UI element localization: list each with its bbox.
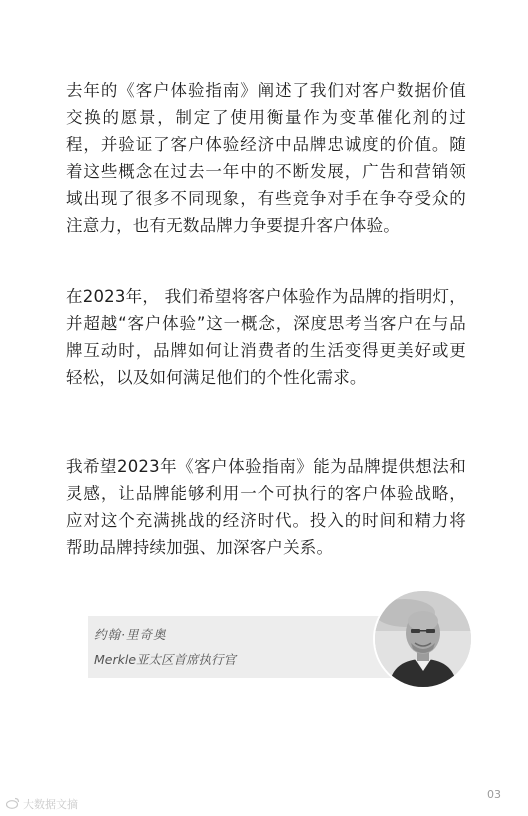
signature-title: Merkle亚太区首席执行官 [94,652,237,667]
hope-paragraph: 我希望2023年《客户体验指南》能为品牌提供想法和灵感，让品牌能够利用一个可执行的客户体验战略，应对这个充满挑战的经济时代。投入的时间和精力将帮助品牌持续加强、加深客户关系。 [66,457,466,557]
watermark-text: 大数据文摘 [23,798,78,811]
signature-name: 约翰·里奇奥 [94,627,167,642]
portrait-image [375,591,471,687]
vision-paragraph: 在2023年， 我们希望将客户体验作为品牌的指明灯，并超越“客户体验”这一概念，深度思考当客户在与品牌互动时，品牌如何让消费者的生活变得更美好或更轻松，以及如何满足他们的个性化需求。 [66,287,466,387]
page-number: 03 [487,788,501,801]
intro-paragraph: 去年的《客户体验指南》阐述了我们对客户数据价值交换的愿景，制定了使用衡量作为变革催化剂的过程，并验证了客户体验经济中品牌忠诚度的价值。随着这些概念在过去一年中的不断发展，广告和营销领域出现了很多不同现象，有些竞争对手在争夺受众的注意力，也有无数品牌力争要提升客户体验。 [66,81,466,235]
avatar [375,591,471,687]
watermark [6,796,78,812]
weibo-icon [6,797,20,812]
